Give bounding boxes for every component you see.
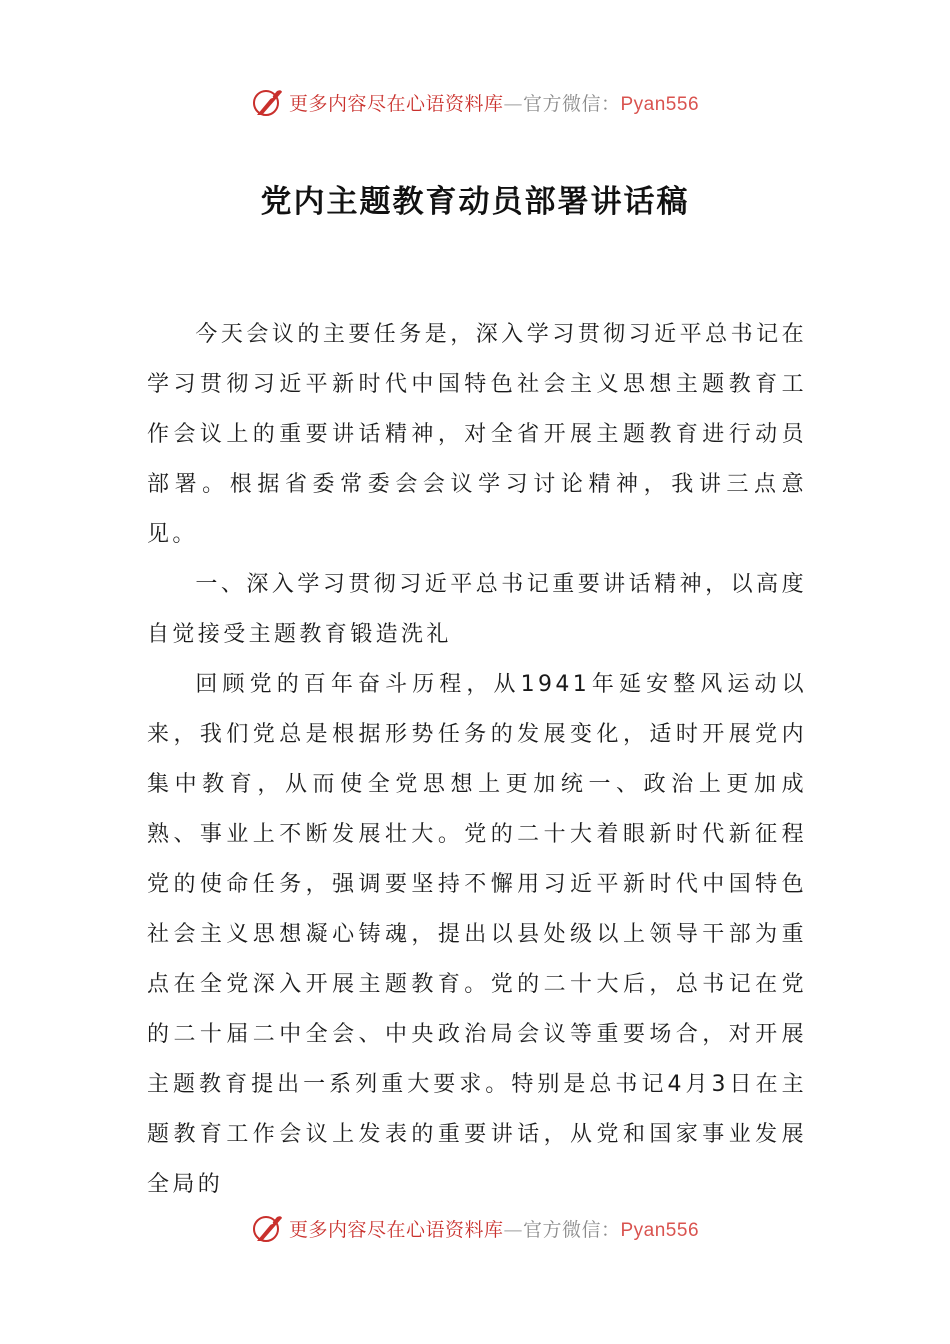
paragraph-section-heading: 一、深入学习贯彻习近平总书记重要讲话精神，以高度自觉接受主题教育锻造洗礼: [147, 572, 807, 647]
document-body: [147, 310, 807, 1210]
quill-logo-icon: [251, 85, 285, 119]
footer-watermark: [0, 1208, 950, 1248]
watermark-text: [289, 1215, 699, 1242]
page-title: 党内主题教育动员部署讲话稿: [260, 184, 690, 220]
paragraph-intro: 今天会议的主要任务是，深入学习贯彻习近平总书记在学习贯彻习近平新时代中国特色社会主义思想主题教育工作会议上的重要讲话精神，对全省开展主题教育进行动员部署。根据省委常委会会议学习讨论精神，我讲三点意见。: [147, 322, 807, 547]
watermark-dash: —: [503, 1218, 523, 1241]
watermark-label: 官方微信：: [522, 92, 621, 115]
watermark-account: Pyan556: [620, 93, 700, 115]
quill-logo-icon: [251, 1211, 285, 1245]
watermark-text: [289, 89, 699, 116]
header-watermark: [0, 82, 950, 122]
watermark-brand: 更多内容尽在心语资料库: [288, 1218, 504, 1241]
watermark-account: Pyan556: [620, 1219, 700, 1241]
watermark-brand: 更多内容尽在心语资料库: [288, 92, 504, 115]
paragraph-history: 回顾党的百年奋斗历程，从1941年延安整风运动以来，我们党总是根据形势任务的发展变化，适时开展党内集中教育，从而使全党思想上更加统一、政治上更加成熟、事业上不断发展壮大。党的二十大着眼新时代新征程党的使命任务，强调要坚持不懈用习近平新时代中国特色社会主义思想凝心铸魂，提出以县处级以上领导干部为重点在全党深入开展主题教育。党的二十大后，总书记在党的二十届二中全会、中央政治局会议等重要场合，对开展主题教育提出一系列重大要求。特别是总书记4月3日在主题教育工作会议上发表的重要讲话，从党和国家事业发展全局的: [147, 672, 807, 1197]
watermark-label: 官方微信：: [522, 1218, 621, 1241]
watermark-dash: —: [503, 92, 523, 115]
